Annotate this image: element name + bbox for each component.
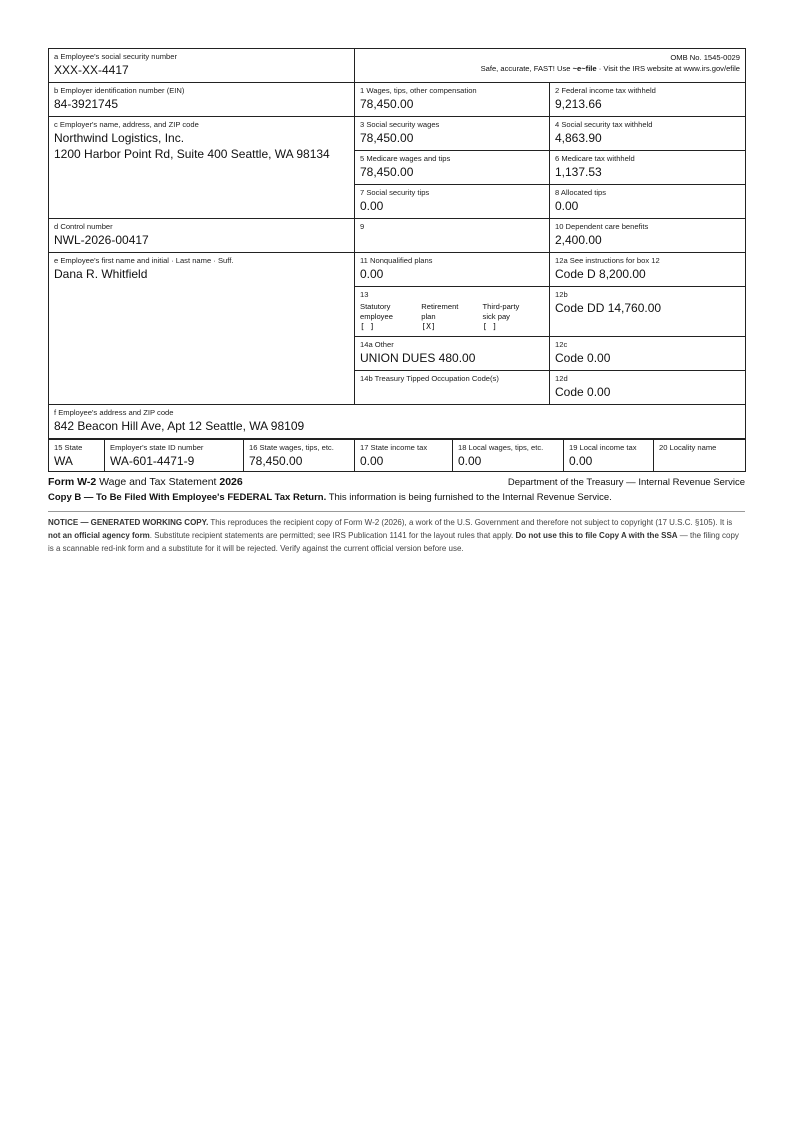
- notice-p1: This reproduces the recipient copy of Form W-2 (2026), a work of the U.S. Government and therefore not subject to copyright (17 U.S.C. §105). It is: [208, 518, 733, 527]
- box-16-label: 16 State wages, tips, etc.: [249, 443, 334, 452]
- state-id-value: WA-601-4471-9: [110, 454, 195, 468]
- box-12a-value: Code D 8,200.00: [555, 267, 646, 281]
- box-11-value: 0.00: [360, 267, 384, 281]
- box-4-label: 4 Social security tax withheld: [555, 120, 653, 129]
- sickpay-checkbox: [ ]: [482, 322, 497, 331]
- box-5-label: 5 Medicare wages and tips: [360, 154, 451, 163]
- box-8-value: 0.00: [555, 199, 579, 213]
- box-15-value: WA: [54, 454, 73, 468]
- box-5-value: 78,450.00: [360, 165, 414, 179]
- box-6-value: 1,137.53: [555, 165, 602, 179]
- box-15: [49, 439, 105, 472]
- box-1-label: 1 Wages, tips, other compensation: [360, 86, 477, 95]
- box-10-label: 10 Dependent care benefits: [555, 222, 649, 231]
- box-6: [550, 151, 746, 185]
- box-12a: [550, 253, 746, 287]
- retirement-line1: Retirement: [421, 302, 459, 311]
- omb-cell: [355, 49, 746, 83]
- form-label: Form W-2: [48, 476, 97, 488]
- statutory-line1: Statutory: [360, 302, 391, 311]
- box-14a: [355, 337, 550, 371]
- statutory-line2: employee: [360, 312, 393, 321]
- box-14a-value: UNION DUES 480.00: [360, 351, 476, 365]
- notice-p3: — the filing copy is a scannable red-ink form and a substitute for it will be rejected. Verify against the current official version before use.: [48, 531, 739, 553]
- employee-name: Dana R. Whitfield: [54, 267, 148, 281]
- box-3-label: 3 Social security wages: [360, 120, 440, 129]
- box-17-label: 17 State income tax: [360, 443, 428, 452]
- employee-address: 842 Beacon Hill Ave, Apt 12 Seattle, WA 98109: [54, 419, 305, 433]
- notice-b1: not an official agency form: [48, 531, 150, 540]
- box-3: [355, 117, 550, 151]
- box-f-label: f Employee's address and ZIP code: [54, 408, 174, 417]
- statutory-employee-check: [360, 302, 421, 332]
- w2-main-grid: [48, 48, 746, 439]
- box-12b: [550, 287, 746, 337]
- third-party-sick-pay-check: [483, 302, 544, 332]
- box-17: [355, 439, 453, 472]
- box-8: [550, 185, 746, 219]
- box-2-label: 2 Federal income tax withheld: [555, 86, 656, 95]
- box-12d: [550, 371, 746, 405]
- box-e-label: e Employee's first name and initial · Last name · Suff.: [54, 256, 234, 265]
- retirement-plan-check: [421, 302, 482, 332]
- box-20: [654, 439, 746, 472]
- box-11-label: 11 Nonqualified plans: [360, 256, 433, 265]
- employer-address: 1200 Harbor Point Rd, Suite 400 Seattle, WA 98134: [54, 147, 330, 161]
- employee-ssn: XXX-XX-4417: [54, 63, 129, 77]
- retirement-line2: plan: [421, 312, 436, 321]
- notice-p2: . Substitute recipient statements are permitted; see IRS Publication 1141 for the layout rules that apply.: [149, 531, 516, 540]
- box-17-value: 0.00: [360, 454, 384, 468]
- box-2-value: 9,213.66: [555, 97, 602, 111]
- box-14b: [355, 371, 550, 405]
- box-16: [244, 439, 355, 472]
- box-7-value: 0.00: [360, 199, 384, 213]
- box-b: [49, 83, 355, 117]
- box-18-label: 18 Local wages, tips, etc.: [458, 443, 544, 452]
- control-number: NWL-2026-00417: [54, 233, 149, 247]
- box-7-label: 7 Social security tips: [360, 188, 430, 197]
- state-id: [105, 439, 244, 472]
- w2-form: [48, 48, 745, 555]
- department: Department of the Treasury — Internal Revenue Service: [507, 477, 745, 488]
- box-13-checkboxes: [360, 302, 544, 332]
- box-d-label: d Control number: [54, 222, 113, 231]
- box-1-value: 78,450.00: [360, 97, 414, 111]
- employer-name: Northwind Logistics, Inc.: [54, 131, 185, 145]
- box-b-label: b Employer identification number (EIN): [54, 86, 185, 95]
- efile-brand: ~e~file: [572, 64, 597, 73]
- box-13-label: 13: [360, 290, 369, 299]
- box-3-value: 78,450.00: [360, 131, 414, 145]
- box-9-label: 9: [360, 222, 365, 231]
- efile-note: [481, 64, 740, 73]
- box-19-value: 0.00: [569, 454, 593, 468]
- box-19-label: 19 Local income tax: [569, 443, 637, 452]
- box-14a-label: 14a Other: [360, 340, 394, 349]
- employer-ein: 84-3921745: [54, 97, 119, 111]
- box-12c: [550, 337, 746, 371]
- copy-b-line: [48, 492, 745, 503]
- form-year: 2026: [219, 476, 243, 488]
- copy-b-rest: This information is being furnished to the Internal Revenue Service.: [326, 492, 612, 503]
- box-a: [49, 49, 355, 83]
- box-2: [550, 83, 746, 117]
- box-20-label: 20 Locality name: [659, 443, 717, 452]
- box-13: [355, 287, 550, 337]
- box-10: [550, 219, 746, 253]
- divider: [48, 511, 745, 512]
- box-12d-value: Code 0.00: [555, 385, 611, 399]
- box-10-value: 2,400.00: [555, 233, 602, 247]
- form-title: [48, 476, 243, 488]
- notice-lead: NOTICE — GENERATED WORKING COPY.: [48, 518, 209, 527]
- box-12a-label: 12a See instructions for box 12: [555, 256, 660, 265]
- box-4-value: 4,863.90: [555, 131, 602, 145]
- box-19: [564, 439, 654, 472]
- box-18-value: 0.00: [458, 454, 482, 468]
- box-1: [355, 83, 550, 117]
- state-local-row: [48, 438, 746, 472]
- sickpay-line2: sick pay: [482, 312, 510, 321]
- box-14b-label: 14b Treasury Tipped Occupation Code(s): [360, 374, 499, 383]
- box-c: [49, 117, 355, 219]
- box-4: [550, 117, 746, 151]
- box-c-label: c Employer's name, address, and ZIP code: [54, 120, 199, 129]
- box-12c-value: Code 0.00: [555, 351, 611, 365]
- box-12b-value: Code DD 14,760.00: [555, 301, 662, 315]
- box-18: [453, 439, 564, 472]
- form-footer: [48, 476, 745, 488]
- box-a-label: a Employee's social security number: [54, 52, 178, 61]
- form-title-text: Wage and Tax Statement: [96, 476, 220, 488]
- box-7: [355, 185, 550, 219]
- box-5: [355, 151, 550, 185]
- box-16-value: 78,450.00: [249, 454, 303, 468]
- box-12d-label: 12d: [555, 374, 568, 383]
- box-d: [49, 219, 355, 253]
- box-12c-label: 12c: [555, 340, 568, 349]
- box-f: [49, 405, 746, 439]
- statutory-checkbox: [ ]: [360, 322, 375, 331]
- box-6-label: 6 Medicare tax withheld: [555, 154, 635, 163]
- notice-b2: Do not use this to file Copy A with the SSA: [515, 531, 678, 540]
- omb-number: OMB No. 1545-0029: [670, 53, 741, 62]
- box-12b-label: 12b: [555, 290, 568, 299]
- box-15-label: 15 State: [54, 443, 83, 452]
- notice: [48, 516, 745, 555]
- efile-pre: Safe, accurate, FAST! Use: [480, 64, 573, 73]
- box-8-label: 8 Allocated tips: [555, 188, 607, 197]
- efile-post: · Visit the IRS website at www.irs.gov/efile: [596, 64, 741, 73]
- sickpay-line1: Third-party: [482, 302, 520, 311]
- state-id-label: Employer's state ID number: [110, 443, 204, 452]
- box-11: [355, 253, 550, 287]
- box-9: [355, 219, 550, 253]
- copy-b-bold: Copy B — To Be Filed With Employee's FEDERAL Tax Return.: [48, 492, 327, 503]
- retirement-checkbox: [X]: [421, 322, 436, 331]
- box-e: [49, 253, 355, 405]
